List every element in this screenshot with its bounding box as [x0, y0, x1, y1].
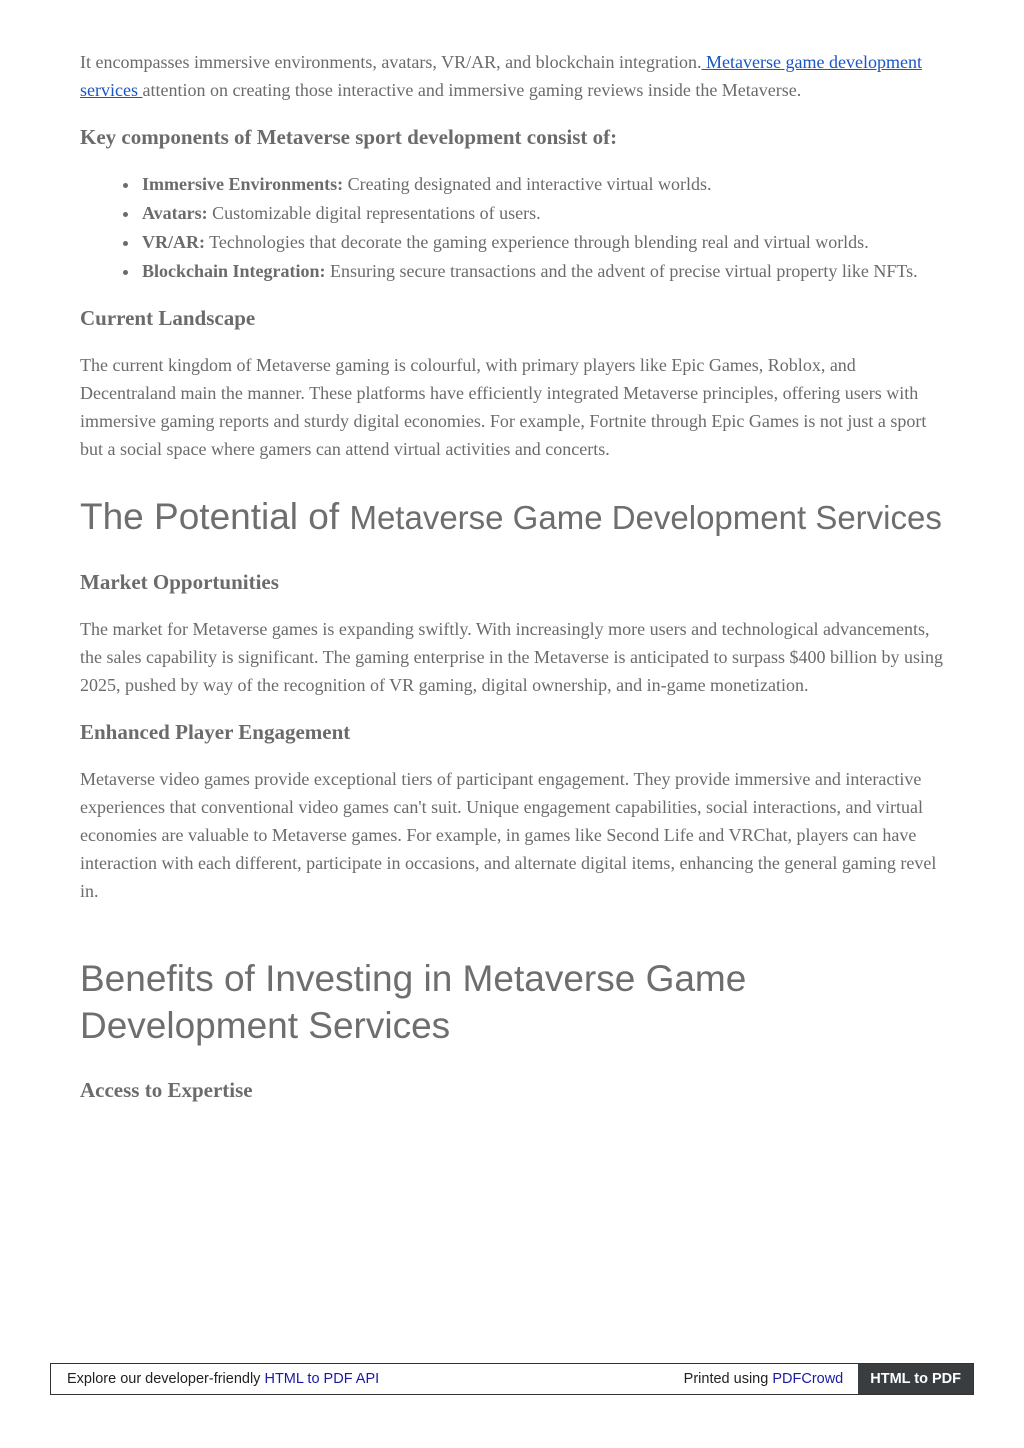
list-item-term: VR/AR: — [142, 232, 205, 252]
list-item-desc: Customizable digital representations of users. — [207, 203, 541, 223]
list-item-desc: Creating designated and interactive virtual worlds. — [343, 174, 712, 194]
footer-printed-text: Printed using — [683, 1371, 773, 1387]
pdfcrowd-footer-bar — [50, 1363, 974, 1395]
html-to-pdf-button[interactable]: HTML to PDF — [858, 1364, 973, 1394]
intro-paragraph — [80, 48, 946, 104]
landscape-heading: Current Landscape — [80, 306, 256, 330]
market-paragraph: The market for Metaverse games is expanding swiftly. With increasingly more users and technological advancements, the sales capability is significant. The gaming enterprise in the Metaverse is anticipated to surpass $400 billion by using 2025, pushed by way of the recognition of VR gaming, digital ownership, and in-game monetization. — [80, 619, 943, 695]
intro-text-continued: attention on creating those interactive and immersive gaming reviews inside the Metaverse. — [142, 80, 802, 100]
footer-explore — [51, 1371, 684, 1387]
list-item — [140, 257, 946, 285]
landscape-paragraph: The current kingdom of Metaverse gaming is colourful, with primary players like Epic Games, Roblox, and Decentraland main the manner. These platforms have efficiently integrated Metaverse principles, offering users with immersive gaming reports and sturdy digital economies. For example, Fortnite through Epic Games is not just a sport but a social space where gamers can attend virtual activities and concerts. — [80, 355, 927, 459]
list-item-term: Blockchain Integration: — [142, 261, 326, 281]
document-content — [80, 48, 946, 1123]
list-item-term: Immersive Environments: — [142, 174, 344, 194]
engagement-paragraph: Metaverse video games provide exceptional tiers of participant engagement. They provide immersive and interactive experiences that conventional video games can't suit. Unique engagement capabilities, social interactions, and virtual economies are valuable to Metaverse games. For example, in games like Second Life and VRChat, players can have interaction with each different, participate in occasions, and alternate digital items, enhancing the general gaming revel in. — [80, 769, 937, 901]
components-list — [80, 170, 946, 285]
expertise-heading: Access to Expertise — [80, 1078, 253, 1102]
pdfcrowd-link[interactable]: PDFCrowd — [772, 1371, 844, 1387]
html-to-pdf-api-link[interactable]: HTML to PDF API — [264, 1371, 380, 1387]
list-item-desc: Technologies that decorate the gaming experience through blending real and virtual worlds. — [205, 232, 869, 252]
list-item — [140, 199, 946, 227]
footer-printed — [684, 1371, 859, 1387]
potential-heading-part1: The Potential of — [80, 496, 350, 537]
components-heading: Key components of Metaverse sport development consist of: — [80, 125, 618, 149]
metaverse-services-link[interactable]: Metaverse game development services — [80, 52, 922, 100]
potential-heading-part2: Metaverse Game Development Services — [349, 499, 942, 536]
intro-text: It encompasses immersive environments, avatars, VR/AR, and blockchain integration. — [80, 52, 702, 72]
benefits-heading: Benefits of Investing in Metaverse Game Development Services — [80, 958, 747, 1046]
list-item — [140, 228, 946, 256]
list-item-desc: Ensuring secure transactions and the advent of precise virtual property like NFTs. — [325, 261, 918, 281]
potential-heading — [80, 493, 946, 541]
market-heading: Market Opportunities — [80, 570, 279, 594]
list-item-term: Avatars: — [142, 203, 208, 223]
list-item — [140, 170, 946, 198]
engagement-heading: Enhanced Player Engagement — [80, 720, 351, 744]
footer-explore-text: Explore our developer-friendly — [67, 1371, 265, 1387]
